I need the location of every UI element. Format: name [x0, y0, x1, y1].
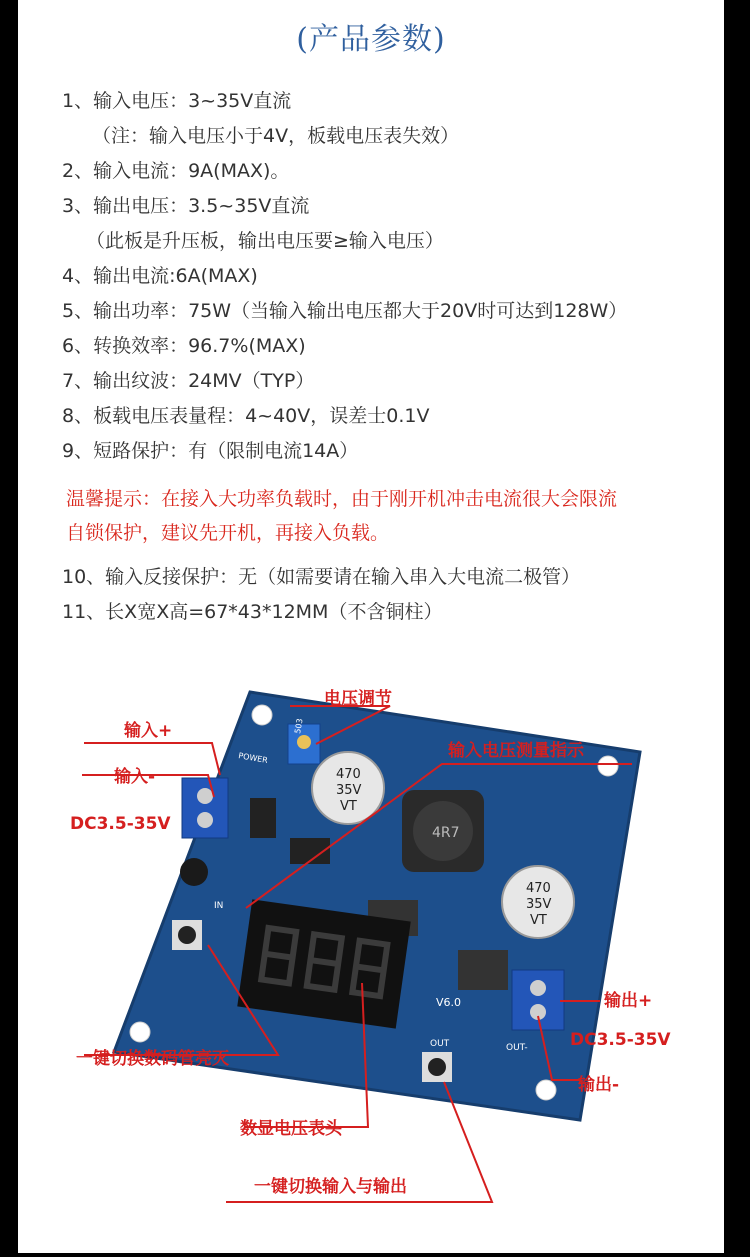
label-output-plus: 输出+ [604, 991, 653, 1011]
spec-8: 8、板载电压表量程：4~40V，误差士0.1V [62, 405, 430, 427]
spec-4: 4、输出电流:6A(MAX) [62, 265, 258, 287]
spec-6: 6、转换效率：96.7%(MAX) [62, 335, 306, 357]
output-terminal [512, 970, 564, 1030]
pot-text: 503 [293, 717, 305, 735]
in-led-text: IN [214, 901, 224, 911]
spec-2: 2、输入电流：9A(MAX)。 [62, 160, 290, 182]
spec-1-note: （注：输入电压小于4V，板载电压表失效） [92, 125, 460, 147]
cap2-text-b: 35V [526, 897, 552, 912]
version-text: V6.0 [436, 996, 462, 1009]
spec-1: 1、输入电压：3~35V直流 [62, 90, 292, 112]
label-output-range: DC3.5-35V [570, 1030, 671, 1050]
input-screw-minus [197, 812, 213, 828]
out-minus-text: OUT- [506, 1043, 528, 1053]
pot-screw [297, 735, 311, 749]
diode [458, 950, 508, 990]
cap1-text-c: VT [340, 799, 357, 814]
mount-hole [252, 705, 272, 725]
label-io-toggle: 一键切换输入与输出 [254, 1177, 407, 1197]
spec-3-note: （此板是升压板，输出电压要≥输入电压） [86, 230, 444, 252]
label-input-measure: 输入电压测量指示 [448, 741, 584, 761]
output-screw-plus [530, 980, 546, 996]
spec-7: 7、输出纹波：24MV（TYP） [62, 370, 315, 392]
mount-hole [598, 756, 618, 776]
spec-9: 9、短路保护：有（限制电流14A） [62, 440, 359, 462]
cap2-text-c: VT [530, 913, 547, 928]
label-display-head: 数显电压表头 [240, 1119, 342, 1139]
input-terminal [182, 778, 228, 838]
spec-5: 5、输出功率：75W（当输入输出电压都大于20V时可达到128W） [62, 300, 628, 322]
label-input-range: DC3.5-35V [70, 814, 171, 834]
warning-line-1: 温馨提示：在接入大功率负载时，由于刚开机冲击电流很大会限流 [66, 488, 618, 510]
warning-line-2: 自锁保护，建议先开机，再接入负载。 [66, 522, 390, 544]
label-input-minus: 输入- [114, 767, 156, 787]
in-minus-text: IN- [156, 847, 169, 857]
inductor-text: 4R7 [432, 825, 460, 841]
board-diagram [18, 650, 724, 1253]
spec-10: 10、输入反接保护：无（如需要请在输入串入大电流二极管） [62, 566, 581, 588]
power-text: POWER [237, 751, 269, 766]
out-button-text: OUT [430, 1039, 450, 1049]
spec-11: 11、长X宽X高=67*43*12MM（不含铜柱） [62, 601, 443, 623]
page-title: (产品参数) [296, 22, 446, 57]
input-screw-plus [197, 788, 213, 804]
mount-hole [536, 1080, 556, 1100]
product-sheet [18, 0, 724, 1253]
label-display-toggle: 一键切换数码管亮灭 [76, 1049, 229, 1069]
transistor [180, 858, 208, 886]
cap2-text-a: 470 [526, 881, 551, 896]
label-output-minus: 输出- [578, 1075, 620, 1095]
cap1-text-a: 470 [336, 767, 361, 782]
label-input-plus: 输入+ [124, 721, 173, 741]
mount-hole [130, 1022, 150, 1042]
chip-1 [250, 798, 276, 838]
cap1-text-b: 35V [336, 783, 362, 798]
label-voltage-adjust: 电压调节 [324, 689, 392, 709]
spec-3: 3、输出电压：3.5~35V直流 [62, 195, 310, 217]
